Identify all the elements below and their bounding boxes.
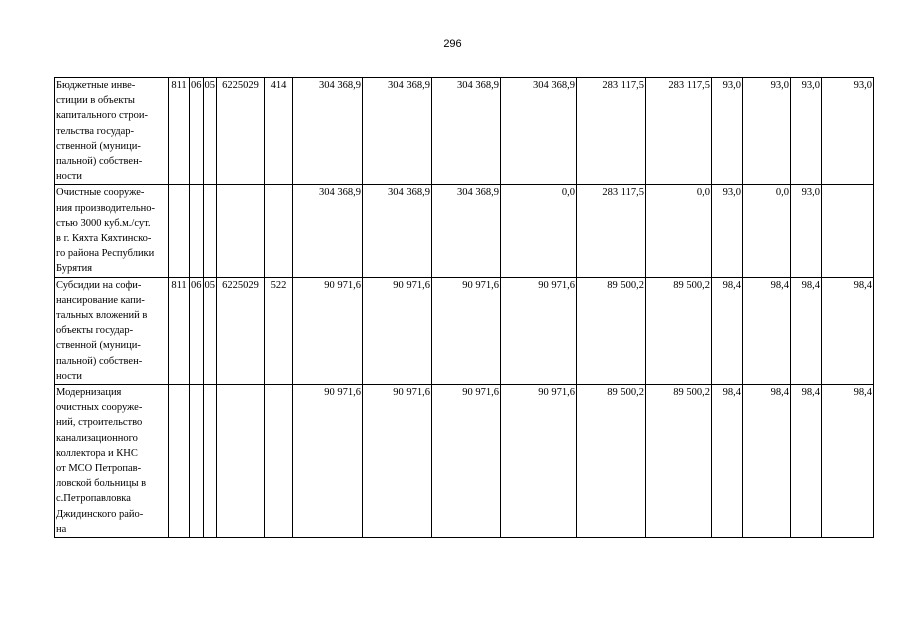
row-name-line: пальной) собствен- — [56, 355, 143, 367]
row-name-line: Субсидии на софи- — [56, 279, 142, 291]
grbs-code — [169, 185, 190, 277]
pct-budget-value: 98,4 — [743, 385, 791, 538]
subsection-code — [203, 185, 217, 277]
pct-revised-value: 93,0 — [791, 78, 822, 185]
row-name-cell — [55, 185, 169, 277]
row-name-line: ний, строительство — [56, 417, 143, 429]
pct-plan-value: 98,4 — [712, 277, 743, 384]
row-name-cell — [55, 277, 169, 384]
expense-type-code — [265, 385, 293, 538]
row-name-line: го района Республики — [56, 248, 155, 260]
table-row — [55, 78, 874, 185]
target-article-code — [217, 185, 265, 277]
row-name-line: ности — [56, 171, 82, 183]
revised-plan-value: 90 971,6 — [432, 277, 501, 384]
expense-type-code: 522 — [265, 277, 293, 384]
row-name-line: стиции в объекты — [56, 95, 135, 107]
pct-allocation-value: 98,4 — [822, 385, 874, 538]
budget-allocation-value: 90 971,6 — [501, 385, 577, 538]
approved-budget-value: 304 368,9 — [363, 185, 432, 277]
row-name-line: на — [56, 523, 67, 535]
grbs-code — [169, 385, 190, 538]
budget-allocation-value: 304 368,9 — [501, 78, 577, 185]
approved-plan-value: 304 368,9 — [293, 185, 363, 277]
pct-plan-value: 93,0 — [712, 78, 743, 185]
section-code: 06 — [190, 78, 204, 185]
row-name-line: в г. Кяхта Кяхтинско- — [56, 233, 152, 245]
page-number: 296 — [443, 38, 462, 50]
revised-plan-value: 304 368,9 — [432, 78, 501, 185]
pct-plan-value: 98,4 — [712, 385, 743, 538]
section-code: 06 — [190, 277, 204, 384]
executed-budget-value: 89 500,2 — [646, 277, 712, 384]
approved-plan-value: 304 368,9 — [293, 78, 363, 185]
budget-allocation-value: 0,0 — [501, 185, 577, 277]
pct-revised-value: 98,4 — [791, 385, 822, 538]
revised-plan-value: 304 368,9 — [432, 185, 501, 277]
row-name-line: ловской больницы в — [56, 478, 147, 490]
budget-allocation-value: 90 971,6 — [501, 277, 577, 384]
row-name-cell — [55, 78, 169, 185]
row-name-line: ственной (муници- — [56, 340, 141, 352]
executed-plan-value: 283 117,5 — [577, 78, 646, 185]
expense-type-code — [265, 185, 293, 277]
row-name-line: ственной (муници- — [56, 140, 141, 152]
pct-revised-value: 93,0 — [791, 185, 822, 277]
row-name-line: стью 3000 куб.м./сут. — [56, 217, 151, 229]
pct-budget-value: 93,0 — [743, 78, 791, 185]
row-name-line: ния производительно- — [56, 202, 156, 214]
approved-budget-value: 90 971,6 — [363, 277, 432, 384]
executed-budget-value: 89 500,2 — [646, 385, 712, 538]
row-name-line: ности — [56, 370, 82, 382]
grbs-code: 811 — [169, 277, 190, 384]
executed-plan-value: 89 500,2 — [577, 385, 646, 538]
target-article-code — [217, 385, 265, 538]
target-article-code: 6225029 — [217, 78, 265, 185]
row-name-line: Джидинского райо- — [56, 508, 144, 520]
row-name-line: канализационного — [56, 432, 138, 444]
row-name-line: объекты государ- — [56, 325, 134, 337]
target-article-code: 6225029 — [217, 277, 265, 384]
row-name-line: Очистные сооруже- — [56, 187, 145, 199]
executed-plan-value: 89 500,2 — [577, 277, 646, 384]
pct-allocation-value: 93,0 — [822, 78, 874, 185]
subsection-code: 05 — [203, 78, 217, 185]
row-name-line: пальной) собствен- — [56, 156, 143, 168]
revised-plan-value: 90 971,6 — [432, 385, 501, 538]
expense-type-code: 414 — [265, 78, 293, 185]
approved-budget-value: 304 368,9 — [363, 78, 432, 185]
executed-budget-value: 0,0 — [646, 185, 712, 277]
row-name-cell — [55, 385, 169, 538]
pct-plan-value: 93,0 — [712, 185, 743, 277]
table-row — [55, 385, 874, 538]
pct-allocation-value: 98,4 — [822, 277, 874, 384]
executed-plan-value: 283 117,5 — [577, 185, 646, 277]
pct-revised-value: 98,4 — [791, 277, 822, 384]
row-name-line: тальных вложений в — [56, 310, 148, 322]
row-name-line: тельства государ- — [56, 125, 135, 137]
table-row — [55, 185, 874, 277]
table-row — [55, 277, 874, 384]
approved-plan-value: 90 971,6 — [293, 385, 363, 538]
row-name-line: Модернизация — [56, 387, 122, 399]
approved-plan-value: 90 971,6 — [293, 277, 363, 384]
budget-table — [54, 77, 874, 538]
row-name-line: Бюджетные инве- — [56, 80, 136, 91]
pct-budget-value: 98,4 — [743, 277, 791, 384]
subsection-code — [203, 385, 217, 538]
row-name-line: очистных сооруже- — [56, 402, 143, 414]
row-name-line: нансирование капи- — [56, 294, 145, 306]
grbs-code: 811 — [169, 78, 190, 185]
pct-budget-value: 0,0 — [743, 185, 791, 277]
row-name-line: с.Петропавловка — [56, 493, 131, 505]
pct-allocation-value — [822, 185, 874, 277]
section-code — [190, 385, 204, 538]
row-name-line: капитального строи- — [56, 110, 148, 122]
executed-budget-value: 283 117,5 — [646, 78, 712, 185]
row-name-line: коллектора и КНС — [56, 447, 138, 459]
row-name-line: Бурятия — [56, 263, 93, 275]
row-name-line: от МСО Петропав- — [56, 463, 142, 475]
section-code — [190, 185, 204, 277]
approved-budget-value: 90 971,6 — [363, 385, 432, 538]
subsection-code: 05 — [203, 277, 217, 384]
